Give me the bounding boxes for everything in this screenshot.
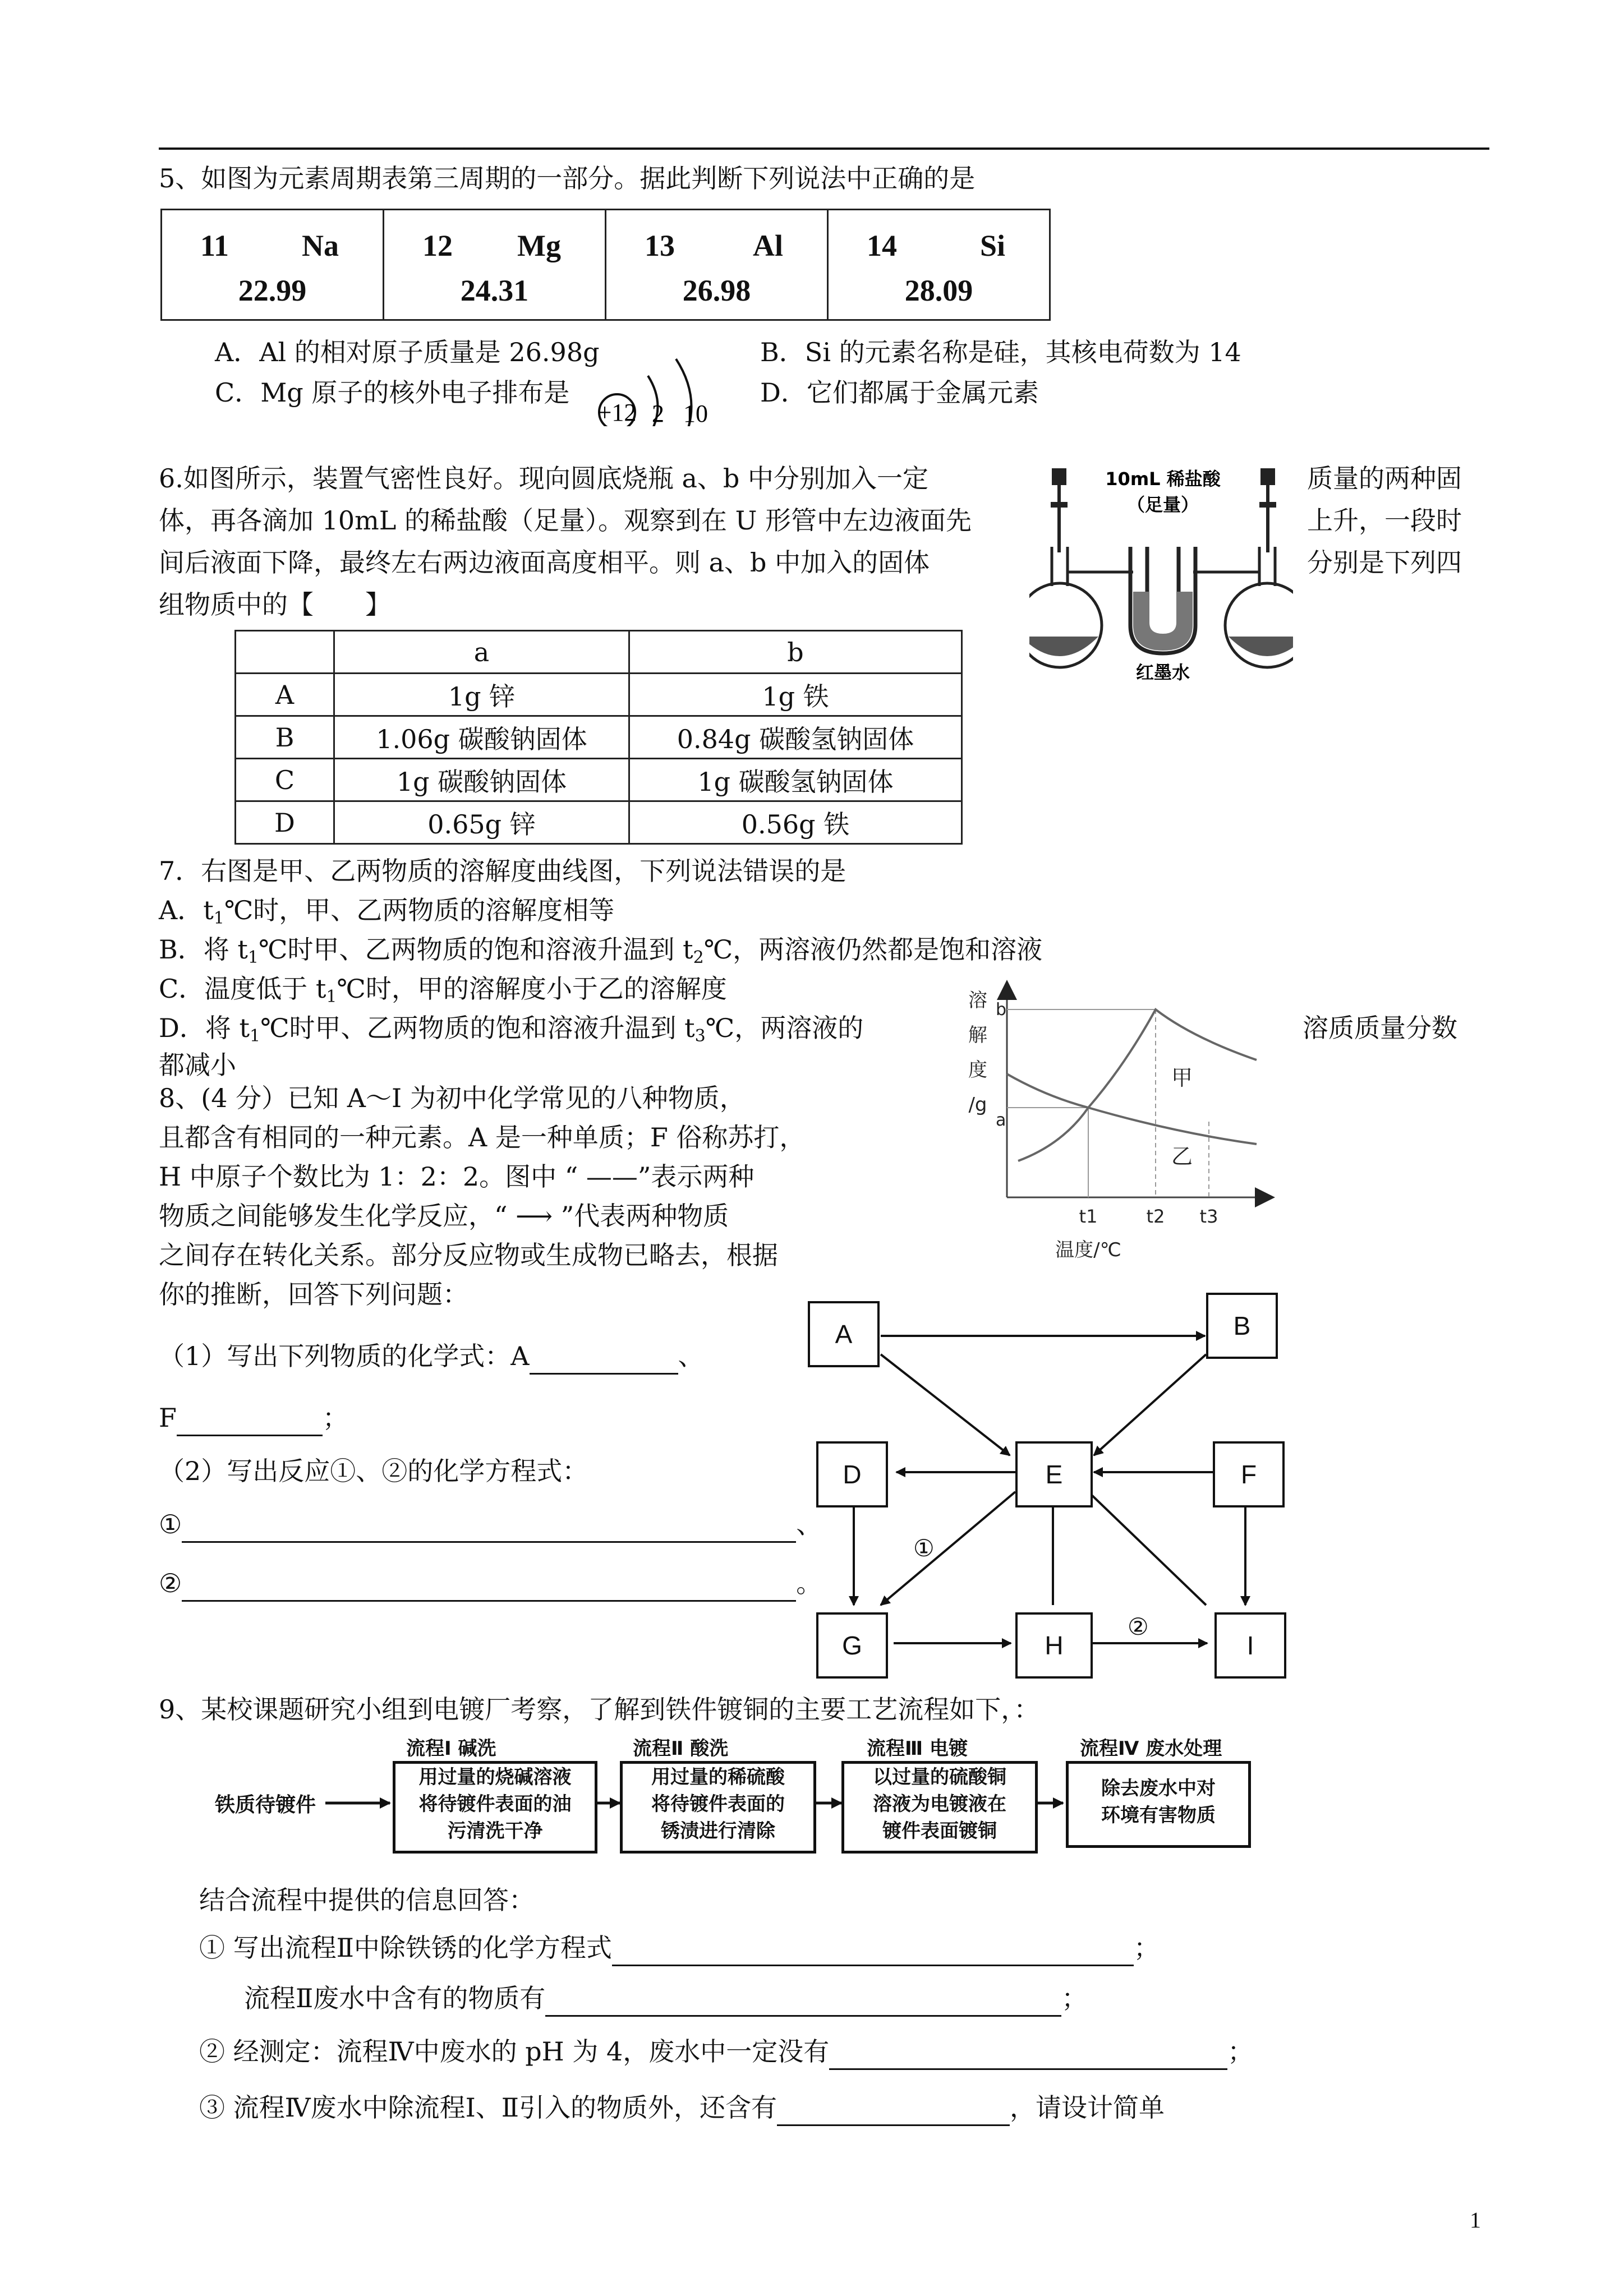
series-jia-label: 甲 (1171, 1066, 1193, 1090)
flow-step-3-title: 流程Ⅲ 电镀 (867, 1737, 968, 1760)
atomic-mass: 24.31 (460, 274, 529, 307)
y-tick-label: a (996, 1110, 1006, 1130)
table-cell: A (236, 674, 334, 716)
header-cell (236, 631, 334, 674)
q9-q3: ③ 流程Ⅳ废水中除流程Ⅰ、Ⅱ引入的物质外，还含有 ，请设计简单 (199, 2089, 1165, 2126)
q5-option-b: B．Si 的元素名称是硅，其核电荷数为 14 (760, 337, 1241, 367)
shell-2-count: 10 (683, 400, 708, 426)
q6-line2: 体，再各滴加 10mL 的稀盐酸（足量）。观察到在 U 形管中左边液面先 (159, 505, 972, 536)
apparatus-figure (1029, 457, 1293, 681)
flask-b-label: b (1261, 619, 1273, 638)
reaction-2-label: ② (1128, 1613, 1149, 1640)
node-e: E (1015, 1441, 1093, 1507)
answer-blank-q9-1[interactable] (612, 1940, 1134, 1966)
node-g: G (816, 1612, 888, 1679)
flow-step-1-box: 用过量的烧碱溶液 将待镀件表面的油 污清洗干净 (393, 1761, 597, 1854)
table-cell: 0.56g 铁 (629, 801, 962, 844)
q6-line1-right: 质量的两种固 (1307, 463, 1462, 494)
q5-option-d: D．它们都属于金属元素 (760, 377, 1039, 408)
q9-stem: 9、某校课题研究小组到电镀厂考察，了解到铁件镀铜的主要工艺流程如下，： (159, 1694, 1040, 1725)
series-yi-label: 乙 (1171, 1144, 1193, 1169)
q5-stem: 5、如图为元素周期表第三周期的一部分。据此判断下列说法中正确的是 (159, 163, 976, 193)
flow-step-4-title: 流程Ⅳ 废水处理 (1080, 1737, 1222, 1760)
x-tick-label: t3 (1199, 1206, 1218, 1227)
table-cell: 1.06g 碳酸钠固体 (334, 716, 629, 759)
q8-line-6: 你的推断，回答下列问题： (159, 1279, 468, 1310)
q5-option-a: A．Al 的相对原子质量是 26.98g (215, 337, 600, 367)
q8-eq1: ① 、 (159, 1506, 822, 1543)
q9-q1b: 流程Ⅱ废水中含有的物质有 ； (244, 1980, 1087, 2017)
q6-line4: 组物质中的【 】 (159, 589, 391, 620)
y-label-char: 溶 (968, 989, 987, 1012)
answer-blank-f[interactable] (177, 1410, 323, 1436)
table-cell: C (236, 759, 334, 801)
q6-line1: 6.如图所示，装置气密性良好。现向圆底烧瓶 a、b 中分别加入一定 (159, 463, 929, 494)
q6-line2-right: 上升，一段时 (1307, 505, 1462, 536)
table-cell: 1g 铁 (629, 674, 962, 716)
acid-label: 10mL 稀盐酸 (1105, 468, 1221, 490)
q8-eq2: ② 。 (159, 1565, 822, 1602)
solubility-chart (951, 976, 1276, 1279)
element-symbol: Al (753, 229, 783, 262)
x-tick-label: t1 (1079, 1206, 1098, 1227)
q8-line-2: 且都含有相同的一种元素。A 是一种单质；F 俗称苏打， (159, 1122, 806, 1152)
q8-sub1: （1）写出下列物质的化学式：A 、 (159, 1338, 704, 1375)
q8-line-4: 物质之间能够发生化学反应，“ ⟶ ”代表两种物质 (159, 1201, 729, 1231)
table-cell: 0.84g 碳酸氢钠固体 (629, 716, 962, 759)
element-cell-si (828, 210, 1050, 320)
y-label-char: /g (968, 1094, 987, 1116)
x-axis-label: 温度/℃ (1055, 1239, 1121, 1261)
answer-blank-eq2[interactable] (182, 1575, 796, 1602)
q7-option-a: A．$t_1℃$时，甲、乙两物质的溶解度相等 (159, 895, 615, 928)
table-cell: 1g 碳酸钠固体 (334, 759, 629, 801)
q6-line3-right: 分别是下列四 (1307, 547, 1462, 578)
y-label-char: 度 (968, 1059, 987, 1081)
element-cell-al (606, 210, 828, 320)
table-cell: 1g 锌 (334, 674, 629, 716)
node-b: B (1206, 1293, 1278, 1359)
q5-option-c: C．Mg 原子的核外电子排布是 (215, 377, 570, 408)
table-header-row (236, 631, 962, 674)
atomic-number: 11 (200, 229, 229, 262)
y-tick-label: b (996, 1000, 1007, 1020)
answer-blank-eq1[interactable] (182, 1516, 796, 1543)
atomic-number: 14 (867, 229, 897, 262)
table-cell: D (236, 801, 334, 844)
header-cell: b (629, 631, 962, 674)
atomic-number: 13 (645, 229, 675, 262)
q8-sub2: （2）写出反应①、②的化学方程式： (159, 1456, 588, 1486)
q8-line-3: H 中原子个数比为 1：2：2。图中 “ ——”表示两种 (159, 1161, 755, 1192)
element-cell-na (162, 210, 384, 320)
q8-line-5: 之间存在转化关系。部分反应物或生成物已略去，根据 (159, 1240, 778, 1270)
atomic-mass: 26.98 (682, 274, 751, 307)
header-cell: a (334, 631, 629, 674)
atomic-mass: 28.09 (904, 274, 973, 307)
answer-blank-q9-1b[interactable] (545, 1990, 1061, 2017)
answer-blank-a[interactable] (530, 1348, 678, 1375)
flow-step-4-box: 除去废水中对 环境有害物质 (1066, 1761, 1251, 1848)
node-h: H (1015, 1612, 1093, 1679)
q7-option-b: B．将 $t_1℃$时甲、乙两物质的饱和溶液升温到 $t_2℃$，两溶液仍然都是饱和溶液 (159, 934, 1043, 967)
acid-note: （足量） (1126, 494, 1199, 515)
node-a: A (808, 1301, 880, 1367)
node-d: D (816, 1441, 888, 1507)
q7-option-d-end: 都减小 (159, 1050, 236, 1080)
table-cell: 0.65g 锌 (334, 801, 629, 844)
q7-option-d: D．将 $t_1℃$时甲、乙两物质的饱和溶液升温到 $t_3℃$，两溶液的 (159, 1013, 864, 1046)
q7-option-d-right: 溶质质量分数 (1303, 1013, 1457, 1043)
q8-line-1: 8、(4 分）已知 A～I 为初中化学常见的八种物质， (159, 1083, 746, 1113)
answer-blank-q9-3[interactable] (777, 2100, 1010, 2126)
red-ink-label: 红墨水 (1135, 662, 1190, 681)
table-row (236, 801, 962, 844)
page-number: 1 (1470, 2207, 1481, 2233)
q9-q1: ① 写出流程Ⅱ中除铁锈的化学方程式 ； (199, 1929, 1160, 1966)
flow-step-2-title: 流程Ⅱ 酸洗 (633, 1737, 729, 1760)
node-f: F (1213, 1441, 1285, 1507)
q9-q2: ② 经测定：流程Ⅳ中废水的 pH 为 4，废水中一定没有 ； (199, 2033, 1253, 2070)
table-row (236, 674, 962, 716)
y-axis-label (968, 989, 987, 1116)
q9-intro: 结合流程中提供的信息回答： (199, 1885, 535, 1915)
table-cell: 1g 碳酸氢钠固体 (629, 759, 962, 801)
periodic-table-fragment (160, 209, 1051, 321)
element-symbol: Si (979, 229, 1005, 262)
flow-step-3-box: 以过量的硫酸铜 溶液为电镀液在 镀件表面镀铜 (841, 1761, 1038, 1854)
q7-option-c: C．温度低于 $t_1℃$时，甲的溶解度小于乙的溶解度 (159, 974, 727, 1007)
q8-sub1-f: F ； (159, 1399, 348, 1436)
reaction-1-label: ① (913, 1534, 935, 1562)
flask-a-label: a (1052, 619, 1065, 638)
element-symbol: Mg (517, 229, 561, 262)
table-row (236, 716, 962, 759)
shell-1-count: 2 (652, 400, 664, 426)
table-cell: B (236, 716, 334, 759)
element-symbol: Na (302, 229, 339, 262)
y-label-char: 解 (968, 1024, 987, 1046)
atom-structure-diagram (586, 342, 721, 426)
table-row (236, 759, 962, 801)
element-cell-mg (384, 210, 606, 320)
atomic-mass: 22.99 (238, 274, 307, 307)
atomic-number: 12 (422, 229, 453, 262)
header-rule (159, 147, 1489, 150)
answer-blank-q9-2[interactable] (829, 2044, 1227, 2070)
q7-stem: 7．右图是甲、乙两物质的溶解度曲线图，下列说法错误的是 (159, 856, 846, 886)
flow-step-2-box: 用过量的稀硫酸 将待镀件表面的 锈渍进行清除 (620, 1761, 816, 1854)
q6-options-table (234, 630, 963, 845)
flow-step-1-title: 流程Ⅰ 碱洗 (406, 1737, 496, 1760)
x-tick-label: t2 (1146, 1206, 1165, 1227)
flow-start: 铁质待镀件 (215, 1794, 316, 1816)
nucleus-charge: +12 (597, 399, 637, 426)
node-i: I (1214, 1612, 1286, 1679)
q6-line3: 间后液面下降，最终左右两边液面高度相平。则 a、b 中加入的固体 (159, 547, 930, 578)
series-line-yi (1007, 1074, 1257, 1144)
